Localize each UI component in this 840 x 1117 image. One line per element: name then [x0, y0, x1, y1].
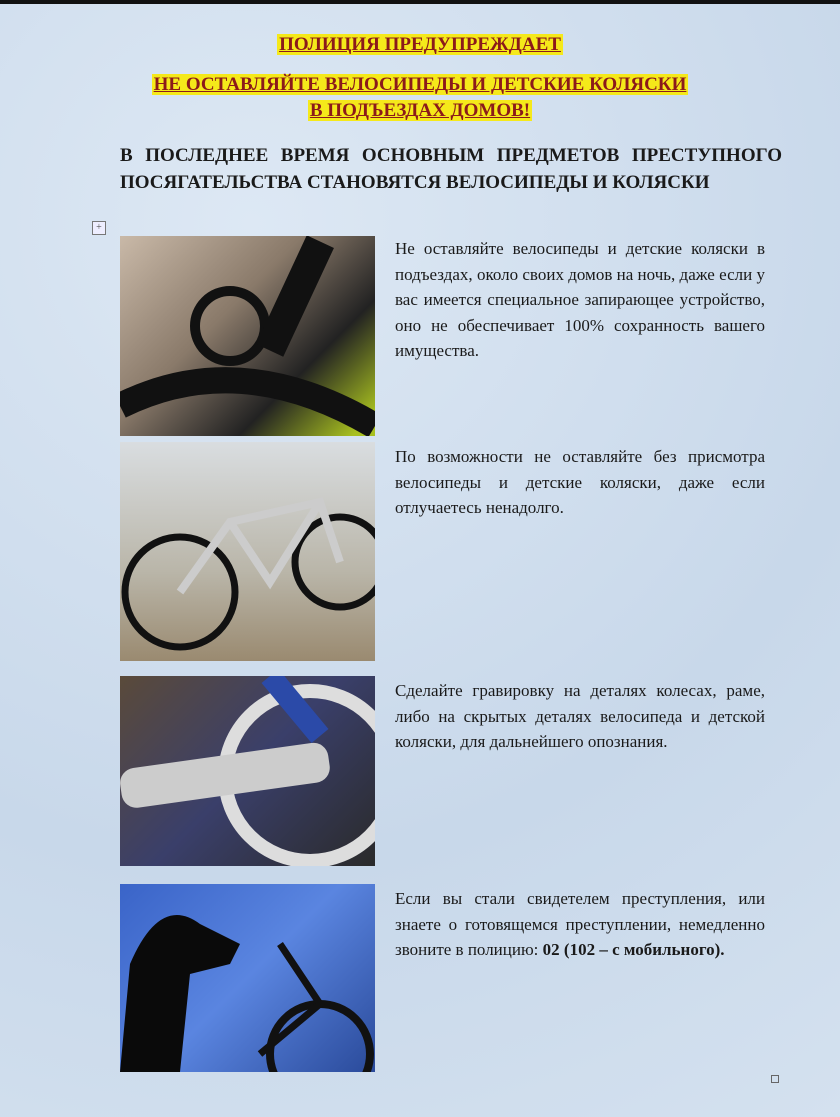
subtitle-line-2: [0, 100, 840, 122]
section-4-text: [395, 886, 765, 963]
bike-lock-illustration: [120, 236, 375, 436]
bike-illustration: [120, 442, 375, 661]
subtitle-line-1: [0, 74, 840, 96]
paragraph-end-mark: [771, 1075, 779, 1083]
section-2-text: По возможности не оставляйте без присмотра велосипеды и детские коляски, даже если отлучаетесь ненадолго.: [395, 447, 765, 517]
bike-engraving-photo: [120, 676, 375, 866]
subtitle-text-1: НЕ ОСТАВЛЯЙТЕ ВЕЛОСИПЕДЫ И ДЕТСКИЕ КОЛЯСКИ: [153, 74, 687, 95]
police-phone-number: 02 (102 – с мобильного).: [542, 940, 725, 959]
page-title: [0, 34, 840, 56]
bike-lock-photo: [120, 236, 375, 436]
section-4-body: Если вы стали свидетелем преступления, или знаете о готовящемся преступлении, немедленно звоните в полицию:: [395, 889, 765, 959]
table-move-handle-icon[interactable]: +: [92, 221, 106, 235]
bike-in-hallway-photo: [120, 442, 375, 661]
section-1-text: Не оставляйте велосипеды и детские коляски в подъездах, около своих домов на ночь, даже если у вас имеется специальное запирающее устройство, оно не обеспечивает 100% сохранность вашего имущества.: [395, 239, 765, 360]
subtitle-text-2: В ПОДЪЕЗДАХ ДОМОВ!: [309, 100, 531, 121]
bike-thief-photo: [120, 884, 375, 1072]
thief-silhouette-illustration: [120, 884, 375, 1072]
title-text: ПОЛИЦИЯ ПРЕДУПРЕЖДАЕТ: [279, 34, 561, 55]
chainring-illustration: [120, 676, 375, 866]
intro-text: В ПОСЛЕДНЕЕ ВРЕМЯ ОСНОВНЫМ ПРЕДМЕТОВ ПРЕСТУПНОГО ПОСЯГАТЕЛЬСТВА СТАНОВЯТСЯ ВЕЛОСИПЕДЫ И КОЛЯСКИ: [120, 145, 782, 193]
section-3-text: Сделайте гравировку на деталях колесах, раме, либо на скрытых деталях велосипеда и детской коляски, для дальнейшего опознания.: [395, 681, 765, 751]
